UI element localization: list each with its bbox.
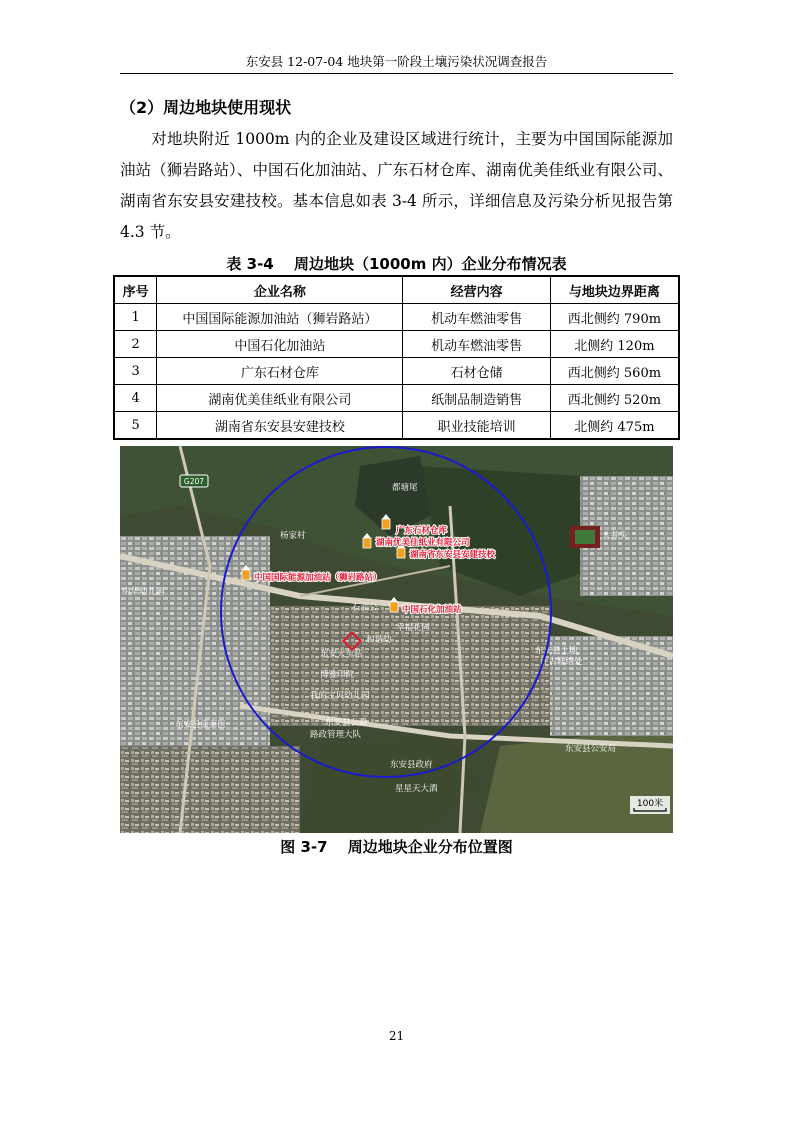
cell-distance: 西北侧约 520m xyxy=(550,385,679,412)
cell-business: 石材仓储 xyxy=(403,358,550,385)
place-label: 评古联络处 xyxy=(540,657,583,667)
place-label: 东安火车站 xyxy=(320,649,363,659)
cell-name: 广东石材仓库 xyxy=(157,358,403,385)
cell-no: 2 xyxy=(114,331,157,358)
cell-distance: 北侧约 475m xyxy=(550,412,679,440)
marker-label: 中国国际能源加油站（狮岩路站） xyxy=(254,573,382,583)
marker-label: 中国石化加油站 xyxy=(402,605,462,615)
body-paragraph xyxy=(120,124,673,248)
place-label: 大井头 xyxy=(602,531,628,541)
cell-no: 1 xyxy=(114,304,157,331)
col-header-name: 企业名称 xyxy=(157,276,403,304)
place-label: 和谐幼 xyxy=(366,635,392,645)
place-label: 杨家村 xyxy=(280,531,306,541)
scale-bar xyxy=(630,796,670,814)
marker-label: 湖南优美佳纸业有限公司 xyxy=(376,538,470,548)
table-row xyxy=(114,358,679,385)
col-header-business: 经营内容 xyxy=(403,276,550,304)
highway-label: G207 xyxy=(183,477,205,486)
page-number: 21 xyxy=(388,1029,405,1043)
cell-distance: 西北侧约 790m xyxy=(550,304,679,331)
place-label: 幸福花园 xyxy=(396,623,431,633)
urban-southwest xyxy=(120,746,300,833)
cell-distance: 西北侧约 560m xyxy=(550,358,679,385)
place-label: 博雅印院 xyxy=(320,670,355,680)
cell-distance: 北侧约 120m xyxy=(550,331,679,358)
place-label: 东安县康泰医 xyxy=(175,720,227,730)
place-label: 路政管理大队 xyxy=(310,730,362,740)
marker-label: 广东石材仓库 xyxy=(396,526,448,536)
cell-business: 纸制品制造销售 xyxy=(403,385,550,412)
enterprise-table xyxy=(113,275,680,440)
paragraph-text: 对地块附近 1000m 内的企业及建设区域进行统计，主要为中国国际能源加油站（狮岩路站）、中国石化加油站、广东石材仓库、湖南优美佳纸业有限公司、湖南省东安县安建技校。基本信息如表 3-4 所示，详细信息及污染分析见报告第 4.3 节。 xyxy=(120,130,673,241)
table-row xyxy=(114,331,679,358)
table-header-row xyxy=(114,276,679,304)
place-label: 石油公 xyxy=(352,603,378,613)
cell-business: 机动车燃油零售 xyxy=(403,331,550,358)
col-header-no: 序号 xyxy=(114,276,157,304)
place-label: 东安县公路 xyxy=(325,718,368,728)
section-title: （2）周边地块使用现状 xyxy=(120,98,292,117)
place-label: 都塘尾 xyxy=(392,483,418,493)
place-label: 东安县土地 xyxy=(535,646,578,656)
running-header: 东安县 12-07-04 地块第一阶段土壤污染状况调查报告 xyxy=(245,54,548,69)
cell-no: 4 xyxy=(114,385,157,412)
table-row xyxy=(114,412,679,440)
col-header-distance: 与地块边界距离 xyxy=(550,276,679,304)
marker-label: 湖南省东安县安建技校 xyxy=(410,550,496,560)
cell-name: 湖南省东安县安建技校 xyxy=(157,412,403,440)
place-label: 中华幼儿园 xyxy=(122,587,165,597)
cell-name: 中国国际能源加油站（狮岩路站） xyxy=(157,304,403,331)
place-label: 东安县公安局 xyxy=(565,744,617,754)
place-label: 东安县政府 xyxy=(390,760,433,770)
place-label: 我的宝贝幼儿园 xyxy=(310,691,370,701)
table-row xyxy=(114,385,679,412)
cell-name: 中国石化加油站 xyxy=(157,331,403,358)
table-row xyxy=(114,304,679,331)
sports-field xyxy=(575,530,595,544)
satellite-map xyxy=(120,446,673,833)
figure-caption: 图 3-7 周边地块企业分布位置图 xyxy=(280,838,513,856)
header-rule xyxy=(120,73,673,74)
scale-label: 100米 xyxy=(636,799,664,809)
cell-business: 职业技能培训 xyxy=(403,412,550,440)
cell-no: 3 xyxy=(114,358,157,385)
table-caption: 表 3-4 周边地块（1000m 内）企业分布情况表 xyxy=(226,255,567,273)
cell-name: 湖南优美佳纸业有限公司 xyxy=(157,385,403,412)
cell-no: 5 xyxy=(114,412,157,440)
place-label: 星星天大酒 xyxy=(395,784,438,794)
cell-business: 机动车燃油零售 xyxy=(403,304,550,331)
